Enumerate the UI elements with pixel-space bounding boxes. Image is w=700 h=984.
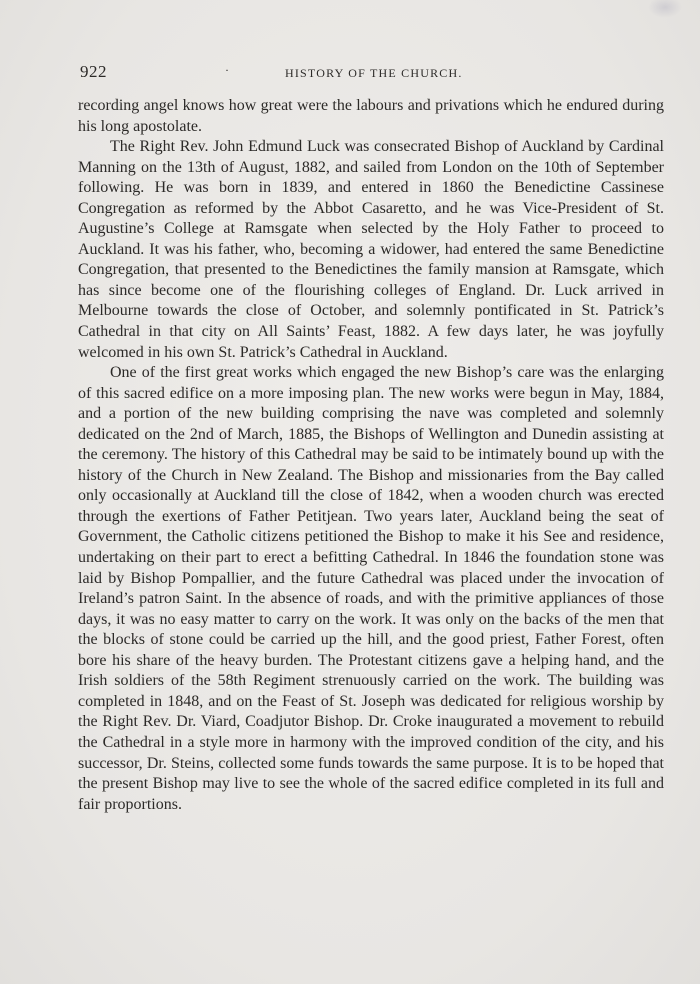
running-head: HISTORY OF THE CHURCH.	[285, 66, 463, 80]
header-separator: ·	[225, 63, 229, 77]
body-text	[78, 96, 664, 815]
paragraph-continuation: recording angel knows how great were the labours and privations which he endured during his long apostolate.	[78, 97, 664, 135]
page-header	[80, 62, 664, 82]
page-number: 922	[80, 62, 107, 81]
paragraph-cathedral-history: One of the first great works which engaged the new Bishop’s care was the enlarging of this sacred edifice on a more imposing plan. The new works were begun in May, 1884, and a portion of the new building comprising the nave was completed and solemnly dedicated on the 2nd of March, 1885, the Bishops of Wellington and Dunedin assisting at the ceremony. The history of this Cathedral may be said to be intimately bound up with the history of the Church in New Zealand. The Bishop and missionaries from the Bay called only occasionally at Auckland till the close of 1842, when a wooden church was erected through the exertions of Father Petitjean. Two years later, Auckland being the seat of Government, the Catholic citizens petitioned the Bishop to make it his See and residence, undertaking on their part to erect a befitting Cathedral. In 1846 the foundation stone was laid by Bishop Pompallier, and the future Cathedral was placed under the invocation of Ireland’s patron Saint. In the absence of roads, and with the primitive appliances of those days, it was no easy matter to carry on the work. It was only on the backs of the men that the blocks of stone could be carried up the hill, and the good priest, Father Forest, often bore his share of the heavy burden. The Protestant citizens gave a helping hand, and the Irish soldiers of the 58th Regiment strenuously carried on the work. The building was completed in 1848, and on the Feast of St. Joseph was dedicated for religious worship by the Right Rev. Dr. Viard, Coadjutor Bishop. Dr. Croke inaugurated a movement to rebuild the Cathedral in a style more in harmony with the improved condition of the city, and his successor, Dr. Steins, collected some funds towards the same purpose. It is to be hoped that the present Bishop may live to see the whole of the sacred edifice completed in its full and fair proportions.	[78, 364, 664, 813]
corner-smudge	[648, 0, 682, 18]
paragraph-bishop-luck: The Right Rev. John Edmund Luck was consecrated Bishop of Auckland by Cardinal Manning on the 13th of August, 1882, and sailed from London on the 10th of September following. He was born in 1839, and entered in 1860 the Benedictine Cassinese Congregation as reformed by the Abbot Casaretto, and he was Vice-President of St. Augustine’s College at Ramsgate when selected by the Holy Father to proceed to Auckland. It was his father, who, becoming a widower, had entered the same Benedictine Congregation, that presented to the Benedictines the family mansion at Ramsgate, which has since become one of the flourishing colleges of England. Dr. Luck arrived in Melbourne towards the close of October, and solemnly pontificated in St. Patrick’s Cathedral in that city on All Saints’ Feast, 1882. A few days later, he was joyfully welcomed in his own St. Patrick’s Cathedral in Auckland.	[78, 138, 664, 361]
